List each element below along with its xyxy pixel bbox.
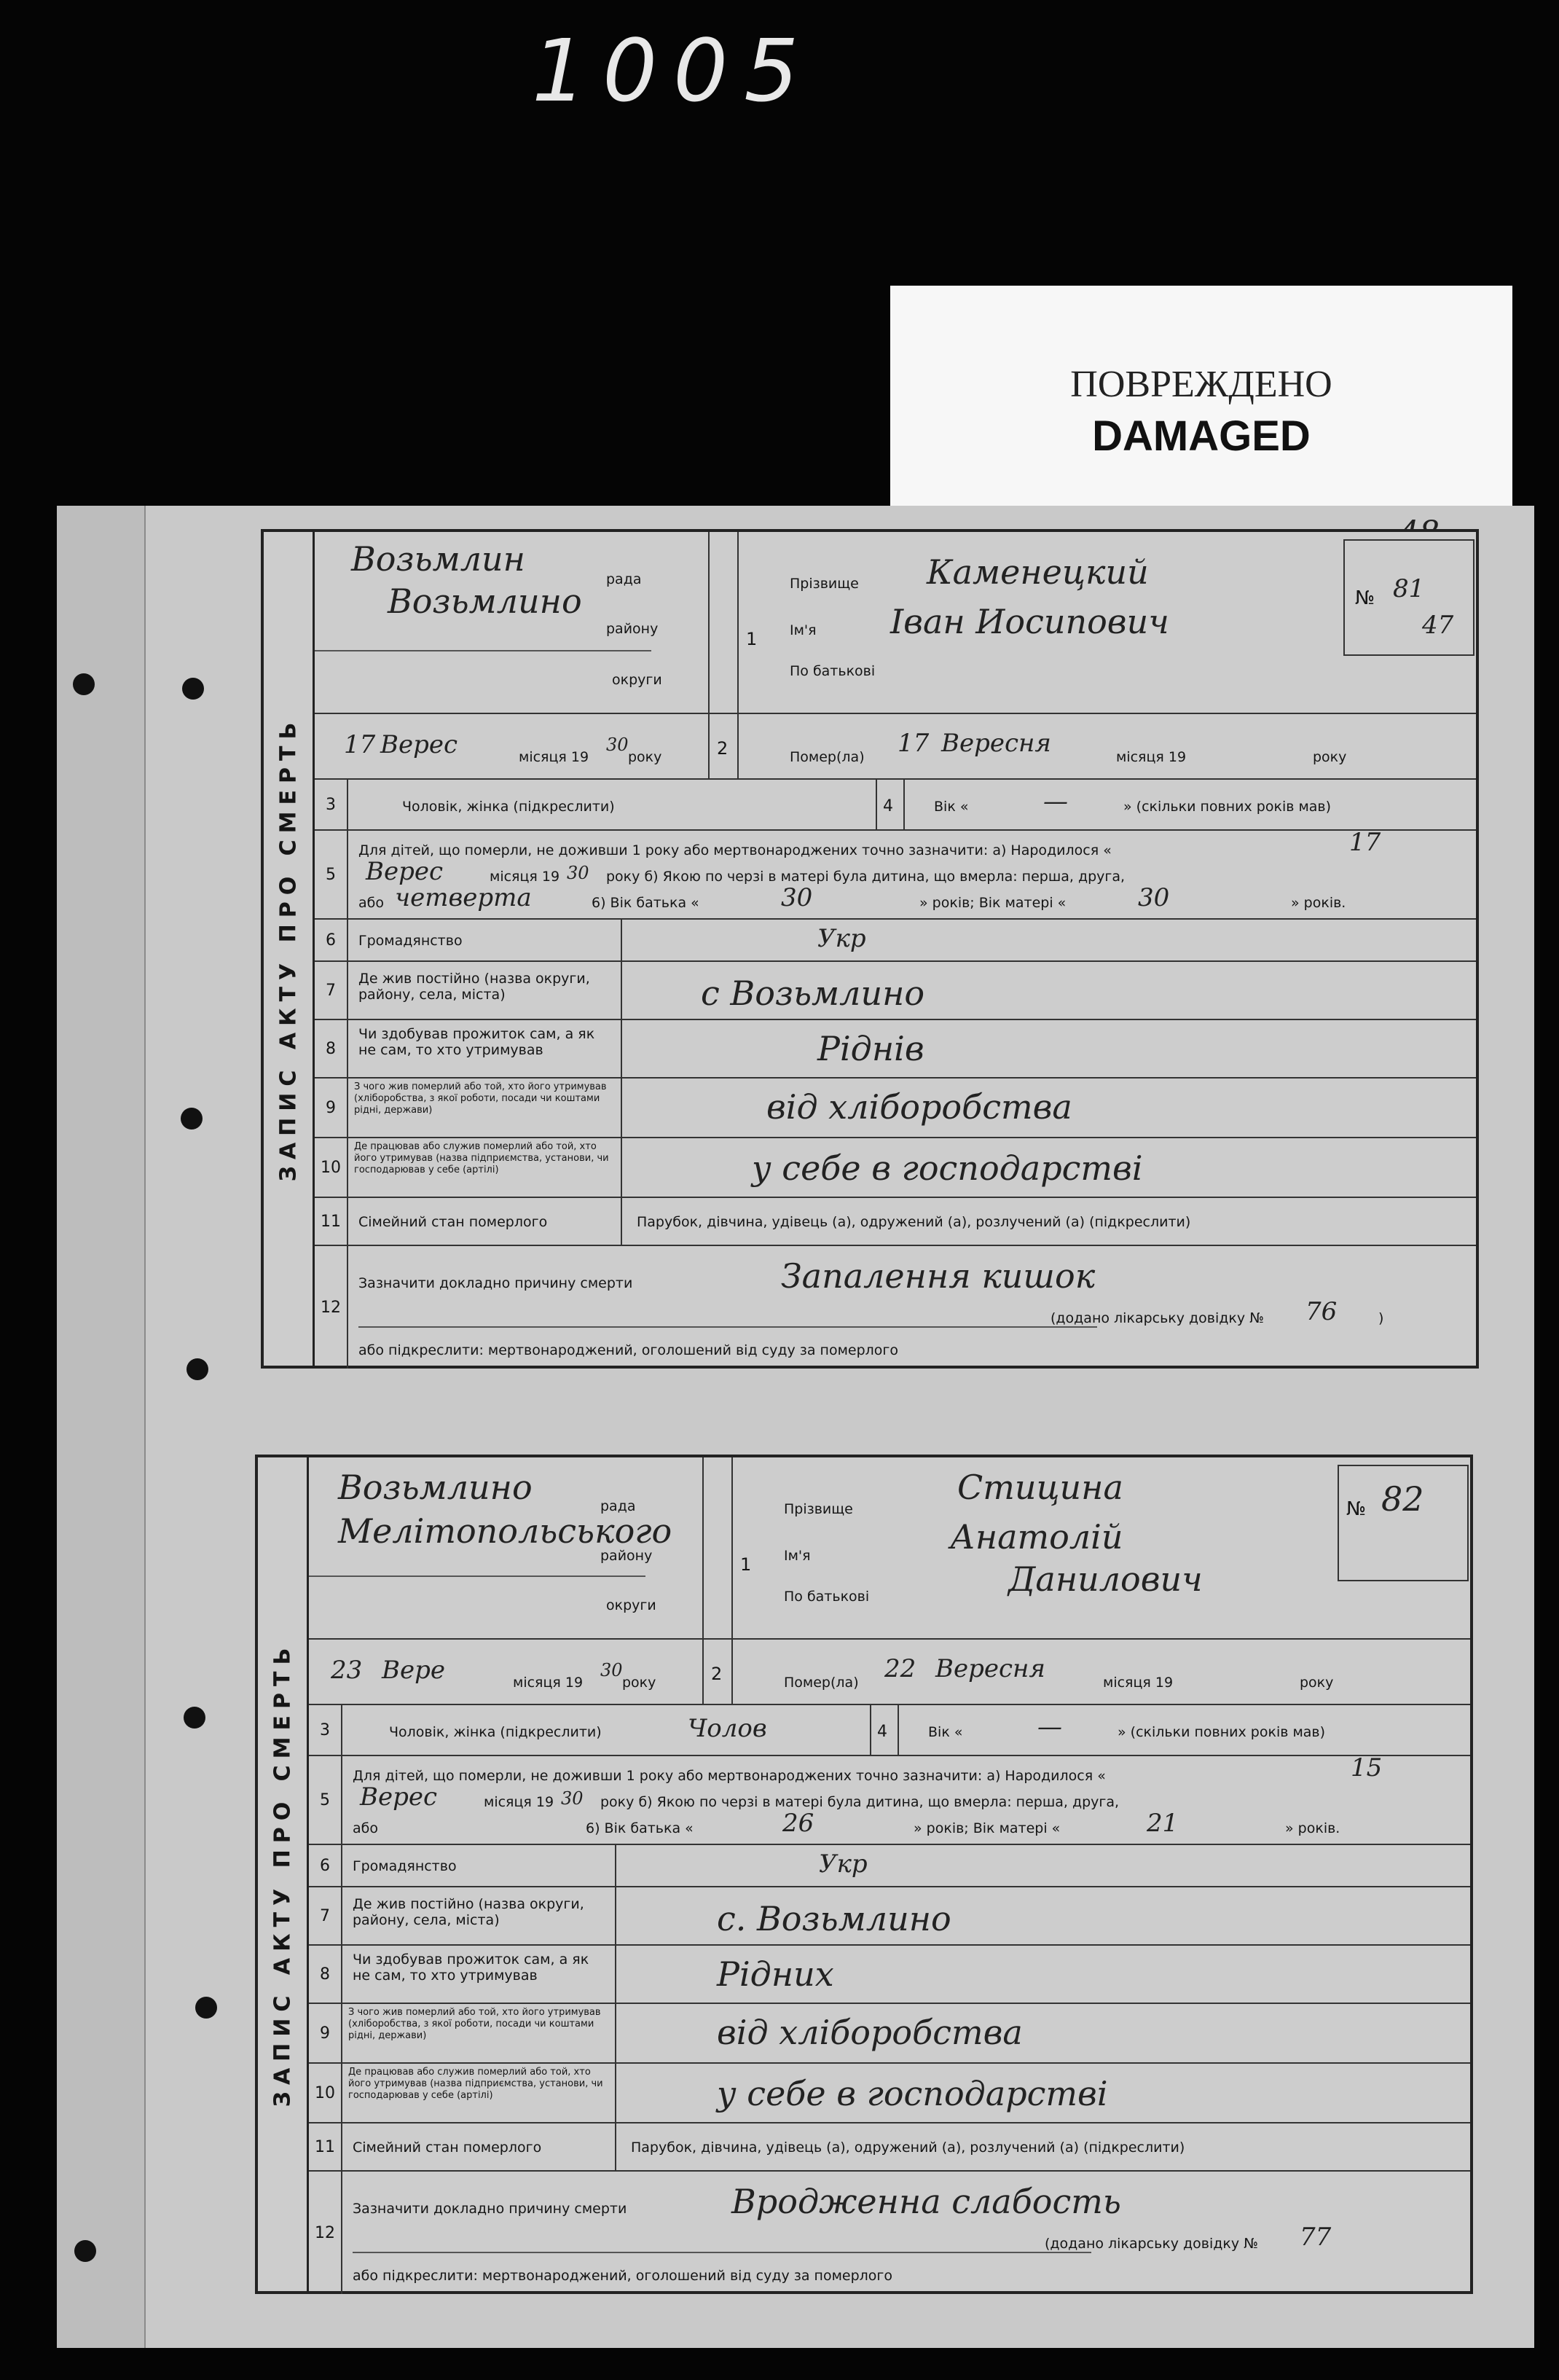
born-day: 17 — [1349, 828, 1381, 857]
patronymic-label: По батькові — [784, 1589, 870, 1605]
row-10: 10 Де працював або служив померлий або той, хто його утримував (назва підприємства, установи, чи господарював у себе (артілі) у себе в господарстві — [309, 2064, 1470, 2123]
okrug-label: округи — [612, 672, 662, 688]
punch-hole — [186, 1358, 208, 1380]
name-value: Анатолій — [950, 1517, 1123, 1557]
row-11: 11 Сімейний стан померлого Парубок, дівчина, удівець (а), одружений (а), розлучений (а) (підкреслити) — [315, 1198, 1476, 1246]
row-9: 9 З чого жив померлий або той, хто його утримував (хліборобства, з якої роботи, посади чи коштами рідні, держави) від хліборобства — [309, 2004, 1470, 2064]
workplace-value: у себе в господарстві — [717, 2074, 1108, 2113]
reg-month: Верес — [380, 730, 458, 759]
surname-value: Стицина — [957, 1468, 1123, 1507]
cause-value: Запалення кишок — [781, 1256, 1096, 1296]
row-7: 7 Де жив постійно (назва округи, району, села, міста) с. Возьмлино — [309, 1887, 1470, 1946]
marital-options: Парубок, дівчина, удівець (а), одружений (а), розлучений (а) (підкреслити) — [631, 2140, 1185, 2156]
record-number: 81 — [1393, 574, 1425, 603]
damaged-stamp — [890, 286, 1512, 519]
row-11: 11 Сімейний стан померлого Парубок, дівчина, удівець (а), одружений (а), розлучений (а) (підкреслити) — [309, 2123, 1470, 2172]
punch-hole — [195, 1997, 217, 2019]
citizenship-value: Укр — [817, 924, 866, 953]
age-value: — — [1037, 1712, 1062, 1742]
means-value: від хліборобства — [766, 1087, 1072, 1127]
row-12: 12 Зазначити докладно причину смерти Вродженна слабость (додано лікарську довідку № 77 або підкреслити: мертвонароджений, оголошений від суду за померлого — [309, 2172, 1470, 2294]
damaged-stamp-en: DAMAGED — [1092, 412, 1311, 460]
row-3: 3 Чоловік, жінка (підкреслити) 4 Вік « — » (скільки повних років мав) — [315, 780, 1476, 831]
row-2: 17 Верес місяця 19 30 року 2 Помер(ла) 17 Вересня місяця 19 року — [315, 714, 1476, 780]
punch-hole — [181, 1108, 203, 1130]
death-record-2 — [255, 1455, 1473, 2294]
marital-options: Парубок, дівчина, удівець (а), одружений (а), розлучений (а) (підкреслити) — [637, 1214, 1191, 1230]
punch-hole — [74, 2240, 96, 2262]
age-value: — — [1043, 787, 1068, 816]
born-day: 15 — [1351, 1753, 1383, 1782]
died-label: Помер(ла) — [784, 1675, 859, 1691]
record-number: 82 — [1381, 1479, 1424, 1519]
punch-hole — [73, 673, 95, 695]
row-5: 5 Для дітей, що померли, не доживши 1 року або мертвонароджених точно зазначити: а) Народилося « 15 Верес місяця 19 30 року б) Якою по черзі в матері була дитина, що вмерла: перша, друга, або 6) Вік батька « 26 » років; Вік матері « 21 » років. — [309, 1756, 1470, 1845]
number-label: № — [1346, 1498, 1367, 1520]
born-month: Верес — [366, 857, 444, 886]
record-header: Возьмлино рада Мелітопольського району округи 1 Прізвище Стицина Ім'я Анатолій По батькові Данилович № 82 — [309, 1457, 1470, 1640]
father-age: 26 — [782, 1809, 814, 1838]
rada-value: Возьмлино — [338, 1468, 533, 1507]
sex-value: Чолов — [688, 1714, 767, 1743]
name-value: Іван Иосипович — [890, 602, 1169, 641]
row-5: 5 Для дітей, що померли, не доживши 1 року або мертвонароджених точно зазначити: а) Народилося « 17 Верес місяця 19 30 року б) Якою по черзі в матері була дитина, що вмерла: перша, друга, або четверта 6) Вік батька « 30 » років; Вік матері « 30 » років. — [315, 831, 1476, 920]
livelihood-value: Рідних — [717, 1954, 834, 1994]
death-record-1 — [261, 529, 1479, 1369]
punch-hole — [182, 678, 204, 700]
rayon-value: Мелітопольського — [338, 1511, 672, 1551]
residence-value: с. Возьмлино — [717, 1899, 951, 1938]
father-age: 30 — [781, 883, 813, 912]
record-number-alt: 47 — [1422, 611, 1454, 640]
row-2: 23 Вере місяця 19 30 року 2 Помер(ла) 22 Вересня місяця 19 року — [309, 1640, 1470, 1705]
punch-hole — [184, 1707, 205, 1729]
rada-label: рада — [606, 571, 642, 587]
record-header: Возьмлин рада Возьмлино району округи 1 Прізвище Каменецкий Ім'я Іван Иосипович По батькові № 81 47 — [315, 532, 1476, 714]
certificate-number: 76 — [1305, 1297, 1338, 1326]
born-month: Верес — [360, 1782, 438, 1812]
cause-value: Вродженна слабость — [731, 2182, 1121, 2221]
archive-number: 1005 — [532, 20, 815, 121]
rayon-value: Возьмлино — [388, 582, 582, 621]
livelihood-value: Ріднів — [817, 1029, 924, 1068]
mother-age: 21 — [1147, 1809, 1179, 1838]
reg-year: 30 — [606, 735, 629, 755]
patronymic-label: По батькові — [790, 663, 876, 679]
number-label: № — [1355, 587, 1375, 609]
rayon-label: району — [606, 621, 659, 637]
rada-value: Возьмлин — [351, 539, 525, 579]
row-8: 8 Чи здобував прожиток сам, а як не сам, то хто утримував Рідних — [309, 1946, 1470, 2004]
record-side-title: ЗАПИС АКТУ ПРО СМЕРТЬ — [258, 1457, 309, 2291]
binding-margin — [57, 506, 146, 2348]
surname-value: Каменецкий — [927, 552, 1149, 592]
born-year: 30 — [567, 863, 589, 883]
name-label: Ім'я — [790, 622, 817, 638]
certificate-number: 77 — [1300, 2223, 1332, 2252]
child-order: четверта — [395, 883, 532, 912]
row-3: 3 Чоловік, жінка (підкреслити) Чолов 4 Вік « — » (скільки повних років мав) — [309, 1705, 1470, 1756]
death-day: 17 — [898, 729, 930, 758]
record-side-title: ЗАПИС АКТУ ПРО СМЕРТЬ — [264, 532, 315, 1366]
mother-age: 30 — [1138, 883, 1170, 912]
reg-day: 23 — [331, 1656, 363, 1685]
died-label: Помер(ла) — [790, 749, 865, 765]
patronymic-value: Данилович — [1008, 1559, 1203, 1599]
row-9: 9 З чого жив померлий або той, хто його утримував (хліборобства, з якої роботи, посади чи коштами рідні, держави) від хліборобства — [315, 1079, 1476, 1138]
reg-year: 30 — [600, 1660, 623, 1680]
death-month: Вересня — [941, 729, 1051, 758]
row-10: 10 Де працював або служив померлий або той, хто його утримував (назва підприємства, установи, чи господарював у себе (артілі) у себе в господарстві — [315, 1138, 1476, 1198]
workplace-value: у себе в господарстві — [752, 1148, 1143, 1188]
means-value: від хліборобства — [717, 2013, 1023, 2052]
row-7: 7 Де жив постійно (назва округи, району, села, міста) с Возьмлино — [315, 962, 1476, 1020]
reg-day: 17 — [344, 730, 376, 759]
row-8: 8 Чи здобував прожиток сам, а як не сам, то хто утримував Ріднів — [315, 1020, 1476, 1079]
born-year: 30 — [561, 1788, 584, 1809]
death-month: Вересня — [935, 1654, 1045, 1683]
death-day: 22 — [884, 1654, 916, 1683]
okrug-label: округи — [606, 1597, 656, 1613]
reg-month: Вере — [382, 1656, 445, 1685]
residence-value: с Возьмлино — [701, 974, 925, 1013]
row-12: 12 Зазначити докладно причину смерти Запалення кишок (додано лікарську довідку № 76 ) або підкреслити: мертвонароджений, оголошений від суду за померлого — [315, 1246, 1476, 1369]
row-6: 6 Громадянство Укр — [315, 920, 1476, 962]
rada-label: рада — [600, 1498, 636, 1514]
surname-label: Прізвище — [784, 1501, 853, 1517]
name-label: Ім'я — [784, 1548, 811, 1564]
surname-label: Прізвище — [790, 576, 859, 592]
rayon-label: району — [600, 1548, 653, 1564]
damaged-stamp-ru: ПОВРЕЖДЕНО — [1070, 364, 1332, 405]
citizenship-value: Укр — [819, 1849, 868, 1879]
row-6: 6 Громадянство Укр — [309, 1845, 1470, 1887]
